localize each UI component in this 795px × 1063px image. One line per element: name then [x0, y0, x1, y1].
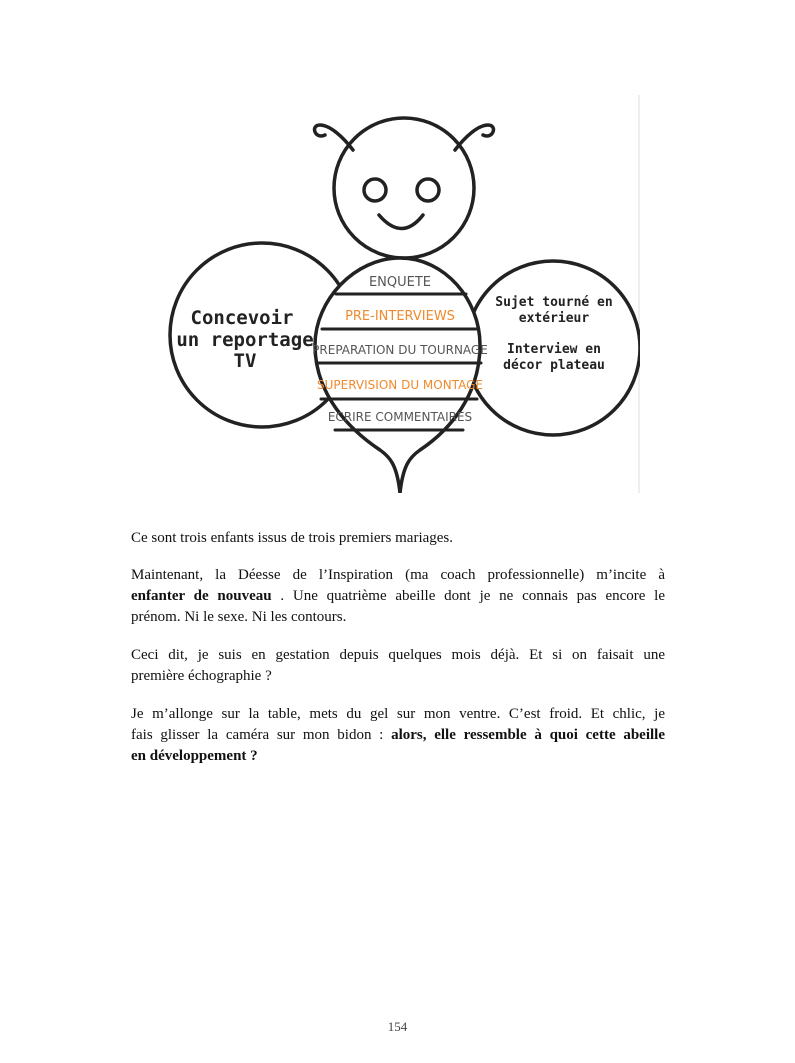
- left-wing-line: Concevoir: [190, 307, 294, 329]
- stripe-label-enquete: ENQUETE: [368, 275, 432, 290]
- paragraph-line: [131, 746, 665, 767]
- paragraph-line: première échographie ?: [131, 668, 272, 684]
- paragraph-1: [131, 528, 665, 549]
- text-span: . Une quatrième abeille dont je ne connais pas encore le: [271, 588, 666, 604]
- right-wing-line: décor plateau: [503, 358, 605, 373]
- paragraph-line: Je m’allonge sur la table, mets du gel sur mon ventre. C’est froid. Et chlic, je: [131, 706, 665, 722]
- paragraph-line: Ce sont trois enfants issus de trois premiers mariages.: [131, 530, 454, 546]
- paragraph-3: [131, 645, 665, 687]
- paragraph-line: [131, 725, 665, 746]
- right-wing-line: extérieur: [518, 311, 590, 326]
- bold-phrase: enfanter de nouveau: [131, 588, 272, 604]
- right-wing-line: Sujet tourné en: [495, 295, 613, 310]
- right-wing-line: Interview en: [507, 342, 601, 357]
- bee-diagram: [165, 95, 640, 493]
- page-number: 154: [387, 1019, 408, 1034]
- stripe-label-preparation: PREPARATION DU TOURNAGE: [312, 343, 488, 357]
- bold-phrase: en développement ?: [131, 748, 258, 764]
- stripe-label-ecrire: ECRIRE COMMENTAIRES: [327, 410, 473, 424]
- bold-phrase: alors, elle ressemble à quoi cette abeille: [391, 727, 666, 743]
- paragraph-2: [131, 565, 665, 628]
- paragraph-line: Ceci dit, je suis en gestation depuis quelques mois déjà. Et si on faisait une: [131, 647, 665, 663]
- paragraph-line: Maintenant, la Déesse de l’Inspiration (ma coach professionnelle) m’incite à: [131, 567, 665, 583]
- left-wing-line: TV: [233, 350, 257, 372]
- paragraph-line: [131, 586, 665, 607]
- stripe-label-supervision: SUPERVISION DU MONTAGE: [317, 378, 483, 392]
- text-span: fais glisser la caméra sur mon bidon :: [131, 727, 392, 743]
- left-wing-line: un reportage: [176, 329, 314, 351]
- paragraph-line: prénom. Ni le sexe. Ni les contours.: [131, 609, 347, 625]
- paragraph-4: [131, 704, 665, 767]
- stripe-label-pre-interviews: PRE-INTERVIEWS: [345, 309, 455, 324]
